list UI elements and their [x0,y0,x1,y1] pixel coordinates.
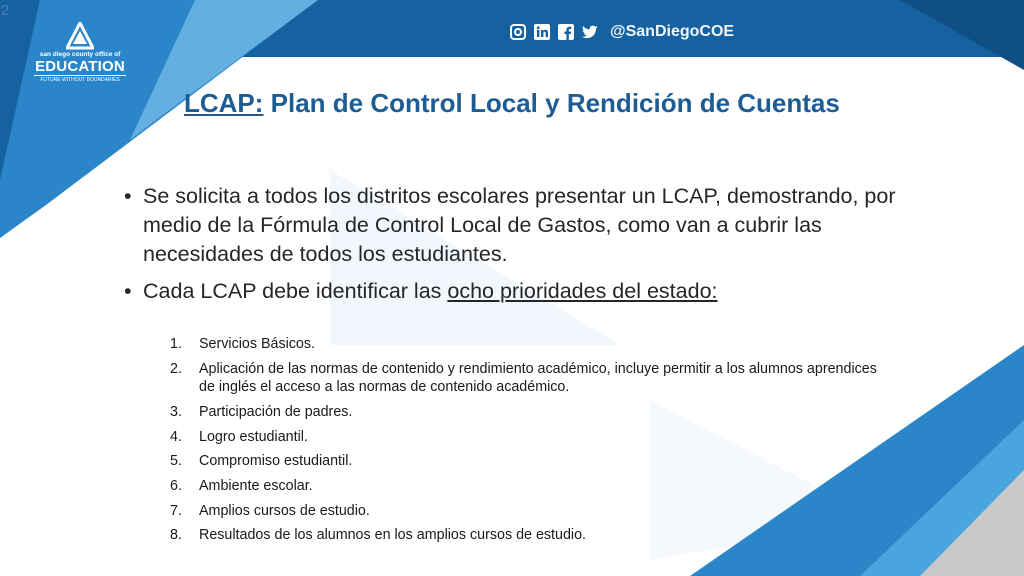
priorities-list [170,335,890,551]
priority-item [170,403,890,422]
slide-title [184,88,840,119]
logo-tagline: FUTURE WITHOUT BOUNDARIES [34,75,126,84]
priority-text: Servicios Básicos. [199,336,316,352]
logo-triangle-icon [66,22,94,50]
slide-number: 2 [1,2,10,19]
priority-item [170,452,890,471]
priority-text: Amplios cursos de estudio. [199,502,370,519]
sdcoe-logo [28,22,132,84]
twitter-icon[interactable] [582,24,598,40]
social-bar [510,20,734,44]
bullet-lcap-requirement [122,182,922,269]
priority-text: Compromiso estudiantil. [199,453,353,470]
bullet-1-text: Se solicita a todos los distritos escolares presentar un LCAP, demostrando, por medio de la Fórmula de Control Local de Gastos, como van a cubrir las necesidades de todos los estudiantes. [143,184,896,266]
main-bullets [122,182,922,306]
bullet-2-prefix: Cada LCAP debe identificar las [143,279,448,303]
priority-text: Aplicación de las normas de contenido y rendimiento académico, incluye permitir a los alumnos aprendices de inglés el acceso a las normas de contenido académico. [199,360,877,396]
instagram-icon[interactable] [510,24,526,40]
priority-text: Participación de padres. [199,403,353,420]
social-handle[interactable]: @SanDiegoCOE [610,23,735,40]
priority-item [170,526,890,545]
priority-text: Ambiente escolar. [199,477,313,494]
priority-item [170,477,890,496]
priority-number: 4. [170,428,182,445]
priority-text: Resultados de los alumnos en los amplios cursos de estudio. [199,527,587,544]
priority-item [170,428,890,447]
priority-item [170,502,890,521]
priority-number: 8. [170,527,182,544]
logo-main-text: EDUCATION [35,58,125,75]
bullet-2-underlined: ocho prioridades del estado: [447,279,718,303]
priority-number: 5. [170,453,182,470]
priority-number: 7. [170,502,182,519]
bullet-eight-priorities [122,277,922,306]
logo-top-line: san diego county office of [39,51,121,58]
facebook-icon[interactable] [558,24,574,40]
priority-item [170,360,890,397]
priority-number: 1. [170,336,182,352]
priority-number: 3. [170,403,182,420]
priority-item [170,335,890,354]
priority-number: 2. [170,360,182,377]
title-text: Plan de Control Local y Rendición de Cuentas [263,88,840,118]
linkedin-icon[interactable] [534,24,550,40]
priority-text: Logro estudiantil. [199,428,308,445]
title-prefix: LCAP: [184,88,264,118]
priority-number: 6. [170,477,182,494]
